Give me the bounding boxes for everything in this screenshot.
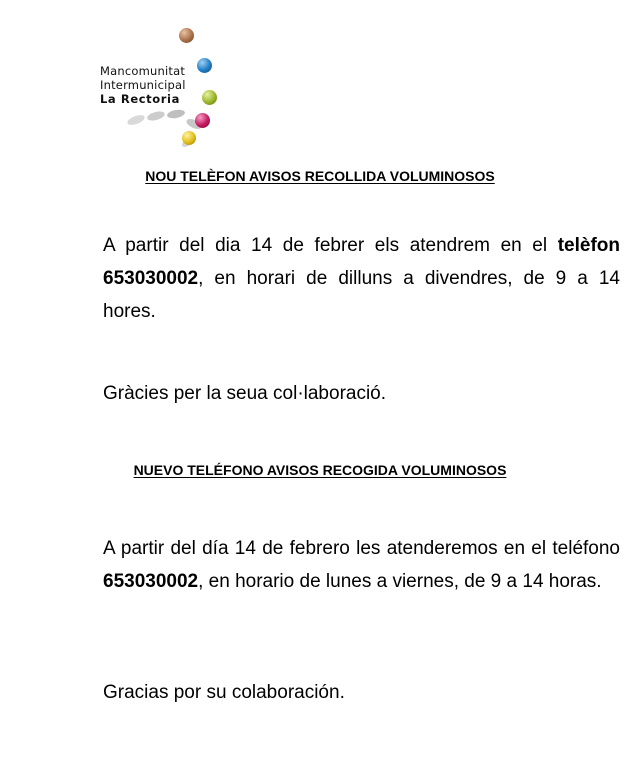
logo-line-3: La Rectoria xyxy=(100,92,180,106)
blue-ball-icon xyxy=(197,58,212,73)
brown-ball-icon xyxy=(179,28,194,43)
pink-ball-icon xyxy=(195,113,210,128)
paragraph-catalan-text-1: A partir del dia 14 de febrer els atendrem en el xyxy=(103,235,558,256)
paragraph-spanish xyxy=(103,532,620,598)
phone-number-catalan: telèfon 653030002 xyxy=(103,235,620,289)
paragraph-spanish-text-2: , en horario de lunes a viernes, de 9 a 14 horas. xyxy=(198,571,602,592)
logo-line-2: Intermunicipal xyxy=(100,78,186,92)
logo-line-1: Mancomunitat xyxy=(100,64,186,78)
logo-mancomunitat xyxy=(96,24,226,154)
thanks-catalan: Gràcies per la seua col·laboració. xyxy=(103,383,387,404)
paragraph-spanish-text-1: A partir del día 14 de febrero les atenderemos en el teléfono xyxy=(103,538,620,559)
paragraph-catalan xyxy=(103,229,620,328)
heading-catalan: NOU TELÈFON AVISOS RECOLLIDA VOLUMINOSOS xyxy=(145,168,495,184)
logo-text xyxy=(100,64,186,106)
heading-spanish: NUEVO TELÉFONO AVISOS RECOGIDA VOLUMINOSOS xyxy=(133,462,507,478)
swoosh-icon xyxy=(118,102,228,162)
thanks-spanish: Gracias por su colaboración. xyxy=(103,682,345,703)
phone-number-spanish: 653030002 xyxy=(103,571,199,592)
green-ball-icon xyxy=(202,90,217,105)
paragraph-catalan-text-2: , en horari de dilluns a divendres, de 9 a 14 hores. xyxy=(103,268,620,322)
yellow-ball-icon xyxy=(182,131,196,145)
